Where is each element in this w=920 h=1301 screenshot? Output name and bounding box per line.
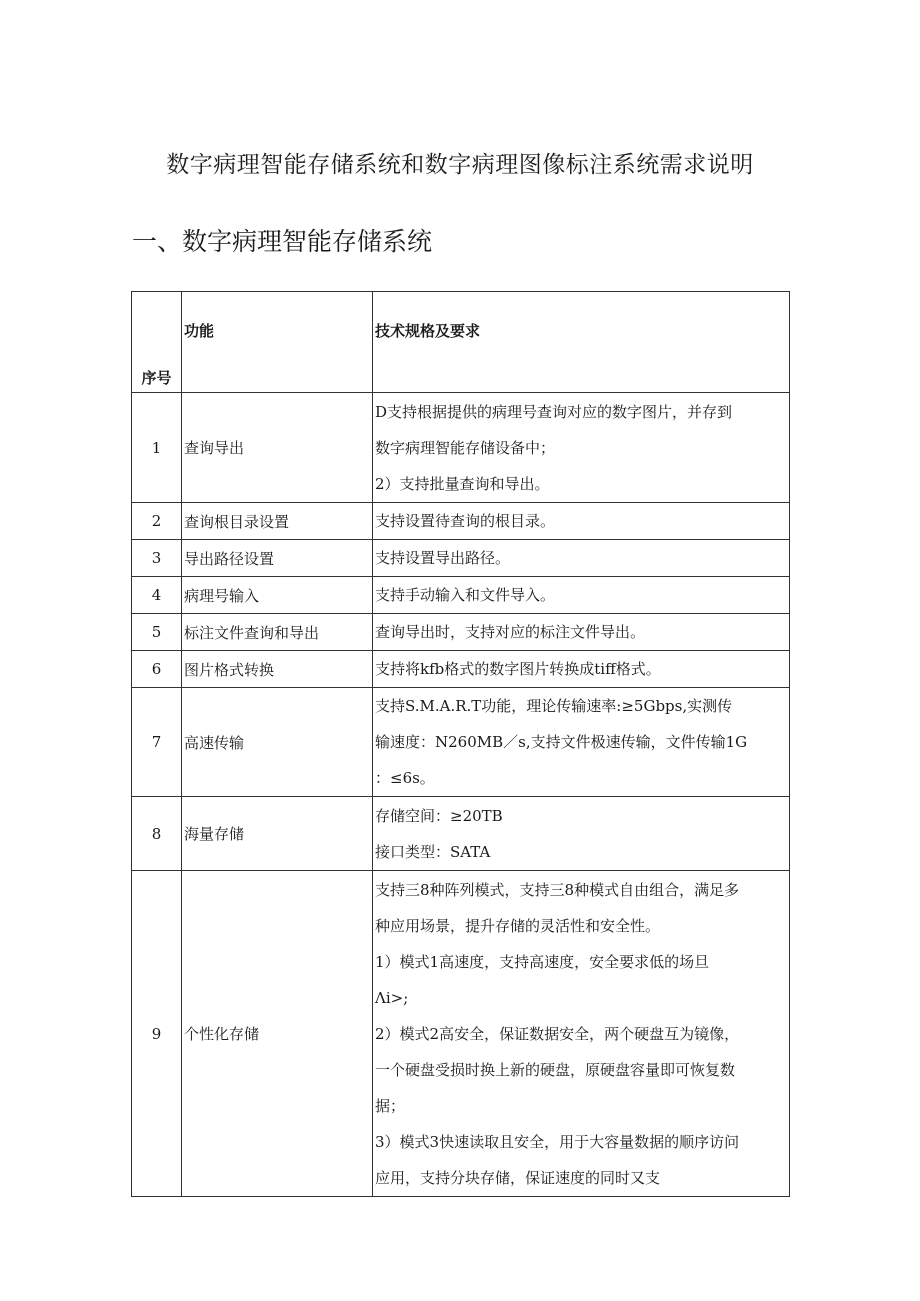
spec-line: 应用，支持分块存储，保证速度的同时又支 [375, 1168, 661, 1187]
row-no: 6 [132, 651, 182, 688]
row-spec [373, 577, 790, 614]
section-title: 一、数字病理智能存储系统 [132, 227, 433, 256]
spec-line: 支持S.M.A.R.T功能，理论传输速率:≥5Gbps,实测传 [375, 697, 733, 715]
spec-line: 支持三8种阵列模式，支持三8种模式自由组合，满足多 [375, 880, 740, 899]
spec-line: D支持根据提供的病理号查询对应的数字图片，并存到 [375, 402, 733, 421]
header-function: 功能 [182, 292, 373, 393]
spec-line: 3）模式3快速读取且安全，用于大容量数据的顺序访问 [375, 1132, 740, 1151]
spec-line: 数字病理智能存储设备中； [375, 438, 556, 457]
header-spec: 技术规格及要求 [373, 292, 790, 393]
spec-line: 支持将kfb格式的数字图片转换成tiff格式。 [375, 660, 661, 678]
table-row [132, 503, 790, 540]
spec-line: 存储空间：≥20TB [375, 806, 503, 825]
row-spec [373, 540, 790, 577]
table-header-row [132, 292, 790, 393]
table-row [132, 797, 790, 871]
table-row [132, 577, 790, 614]
row-spec [373, 503, 790, 540]
spec-line: Λi>; [375, 988, 409, 1007]
row-spec [373, 393, 790, 503]
row-no: 7 [132, 688, 182, 797]
table-row [132, 614, 790, 651]
row-no: 9 [132, 871, 182, 1197]
spec-line: 接口类型：SATA [375, 842, 491, 861]
spec-line: 2）模式2高安全，保证数据安全，两个硬盘互为镜像， [375, 1024, 740, 1043]
row-no: 5 [132, 614, 182, 651]
table-row [132, 871, 790, 1197]
table-row [132, 688, 790, 797]
spec-line: 输速度：N260MB／s,支持文件极速传输，文件传输1G [375, 733, 748, 751]
spec-line: 支持手动输入和文件导入。 [375, 586, 556, 604]
row-spec [373, 651, 790, 688]
spec-line: 据； [375, 1096, 406, 1115]
spec-line: 查询导出时，支持对应的标注文件导出。 [375, 623, 646, 641]
row-no: 3 [132, 540, 182, 577]
spec-line: 2）支持批量查询和导出。 [375, 474, 550, 493]
spec-line: 一个硬盘受损时换上新的硬盘，原硬盘容量即可恢复数 [375, 1060, 736, 1079]
row-function: 高速传输 [182, 688, 373, 797]
spec-line: ：≤6s。 [375, 769, 435, 787]
row-function: 查询根目录设置 [182, 503, 373, 540]
spec-line: 支持设置待查询的根目录。 [375, 512, 556, 530]
row-function: 病理号输入 [182, 577, 373, 614]
spec-line: 支持设置导出路径。 [375, 549, 511, 567]
row-no: 8 [132, 797, 182, 871]
requirements-table [131, 291, 790, 1197]
row-no: 1 [132, 393, 182, 503]
row-no: 4 [132, 577, 182, 614]
row-spec [373, 797, 790, 871]
document-title: 数字病理智能存储系统和数字病理图像标注系统需求说明 [166, 152, 754, 178]
row-spec [373, 871, 790, 1197]
header-no: 序号 [132, 292, 182, 393]
row-function: 图片格式转换 [182, 651, 373, 688]
row-function: 海量存储 [182, 797, 373, 871]
row-function: 个性化存储 [182, 871, 373, 1197]
row-no: 2 [132, 503, 182, 540]
table-row [132, 393, 790, 503]
row-spec [373, 614, 790, 651]
row-function: 标注文件查询和导出 [182, 614, 373, 651]
row-spec [373, 688, 790, 797]
row-function: 查询导出 [182, 393, 373, 503]
spec-line: 种应用场景，提升存储的灵活性和安全性。 [375, 916, 661, 935]
spec-line: 1）模式1高速度，支持高速度，安全要求低的场旦 [375, 952, 710, 971]
table-row [132, 540, 790, 577]
row-function: 导出路径设置 [182, 540, 373, 577]
table-row [132, 651, 790, 688]
